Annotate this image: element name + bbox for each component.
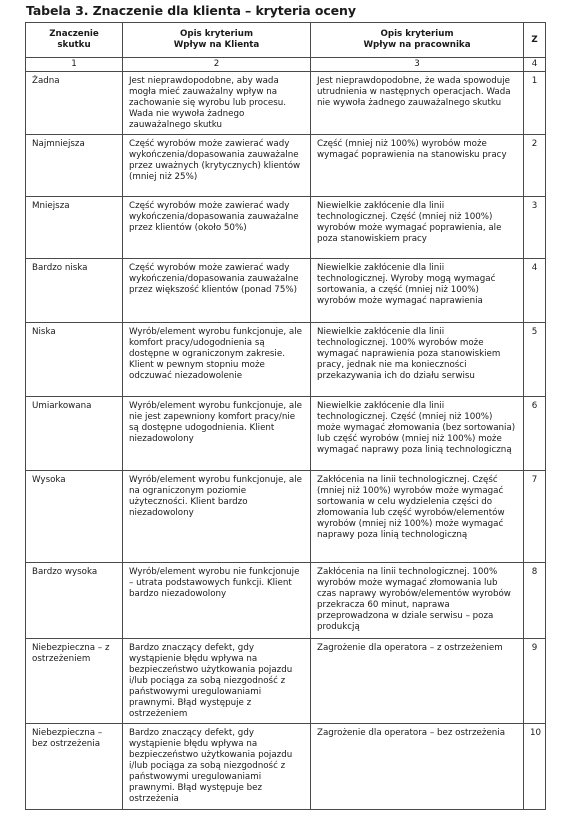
header-row [26, 23, 546, 58]
znaczenie-cell: Bardzo wysoka [26, 563, 123, 639]
table-row [26, 135, 546, 197]
header-znaczenie-line-1: Znaczenie [49, 29, 99, 39]
z-value-cell: 10 [524, 724, 546, 810]
z-value-cell: 9 [524, 639, 546, 724]
header-z-line-1: Z [531, 34, 538, 45]
znaczenie-cell: Niebezpieczna – z ostrzeżeniem [26, 639, 123, 724]
table-row [26, 639, 546, 724]
pracownik-impact-cell: Niewielkie zakłócenie dla linii technologicznej. Część (mniej niż 100%) może wymagać złomowania (bez sortowania) lub część wyrobów (mniej niż 100%) może wymagać naprawy poza linią technologiczną [311, 397, 524, 471]
pracownik-impact-cell: Niewielkie zakłócenie dla linii technologicznej. 100% wyrobów może wymagać naprawienia poza stanowiskiem pracy, jednak nie ma konieczności przekazywania ich do działu serwisu [311, 323, 524, 397]
pracownik-impact-cell: Jest nieprawdopodobne, że wada spowoduje utrudnienia w następnych operacjach. Wada nie wywoła żadnego zauważalnego skutku [311, 72, 524, 135]
pracownik-impact-cell: Niewielkie zakłócenie dla linii technologicznej. Część (mniej niż 100%) wyrobów może wymagać poprawienia, ale poza stanowiskiem pracy [311, 197, 524, 259]
column-number: 2 [123, 58, 311, 72]
header-znaczenie-line-2: skutku [57, 40, 91, 50]
klient-impact-cell: Wyrób/element wyrobu funkcjonuje, ale nie jest zapewniony komfort pracy/nie są dostępne udogodnienia. Klient niezadowolony [123, 397, 311, 471]
znaczenie-cell: Najmniejsza [26, 135, 123, 197]
column-number-row [26, 58, 546, 72]
table-row [26, 323, 546, 397]
pracownik-impact-cell: Zakłócenia na linii technologicznej. 100% wyrobów może wymagać złomowania lub czas naprawy wyrobów/elementów wyrobów przekracza 60 minut, naprawa przeprowadzona w dziale serwisu – poza produkcją [311, 563, 524, 639]
table-row [26, 259, 546, 323]
znaczenie-cell: Mniejsza [26, 197, 123, 259]
klient-impact-cell: Część wyrobów może zawierać wady wykończenia/dopasowania zauważalne przez klientów (około 50%) [123, 197, 311, 259]
klient-impact-cell: Część wyrobów może zawierać wady wykończenia/dopasowania zauważalne przez większość klientów (ponad 75%) [123, 259, 311, 323]
header-pracownik [311, 23, 524, 58]
table-row [26, 724, 546, 810]
z-value-cell: 3 [524, 197, 546, 259]
z-value-cell: 6 [524, 397, 546, 471]
table-row [26, 397, 546, 471]
table-title: Tabela 3. Znaczenie dla klienta – kryteria oceny [26, 3, 356, 18]
column-number: 1 [26, 58, 123, 72]
pracownik-impact-cell: Część (mniej niż 100%) wyrobów może wymagać poprawienia na stanowisku pracy [311, 135, 524, 197]
header-klient-line-2: Wpływ na Klienta [173, 40, 260, 50]
klient-impact-cell: Bardzo znaczący defekt, gdy wystąpienie błędu wpływa na bezpieczeństwo użytkowania pojazdu i/lub pociąga za sobą niezgodność z państwowymi uregulowaniami prawnymi. Błąd występuje z ostrzeżeniem [123, 639, 311, 724]
table-row [26, 471, 546, 563]
klient-impact-cell: Wyrób/element wyrobu nie funkcjonuje – utrata podstawowych funkcji. Klient bardzo niezadowolony [123, 563, 311, 639]
z-value-cell: 8 [524, 563, 546, 639]
klient-impact-cell: Część wyrobów może zawierać wady wykończenia/dopasowania zauważalne przez uważnych (krytycznych) klientów (mniej niż 25%) [123, 135, 311, 197]
header-pracownik-line-1: Opis kryterium [380, 29, 454, 39]
z-value-cell: 4 [524, 259, 546, 323]
z-value-cell: 5 [524, 323, 546, 397]
z-value-cell: 2 [524, 135, 546, 197]
header-z [524, 23, 546, 58]
znaczenie-cell: Wysoka [26, 471, 123, 563]
znaczenie-cell: Niebezpieczna – bez ostrzeżenia [26, 724, 123, 810]
header-klient-line-1: Opis kryterium [179, 29, 254, 39]
header-pracownik-line-2: Wpływ na pracownika [363, 40, 471, 50]
pracownik-impact-cell: Zagrożenie dla operatora – z ostrzeżeniem [311, 639, 524, 724]
column-number: 4 [524, 58, 546, 72]
pracownik-impact-cell: Zagrożenie dla operatora – bez ostrzeżenia [311, 724, 524, 810]
znaczenie-cell: Żadna [26, 72, 123, 135]
criteria-table [25, 22, 546, 810]
table-row [26, 563, 546, 639]
klient-impact-cell: Bardzo znaczący defekt, gdy wystąpienie błędu wpływa na bezpieczeństwo użytkowania pojazdu i/lub pociąga za sobą niezgodność z państwowymi uregulowaniami prawnymi. Błąd występuje bez ostrzeżenia [123, 724, 311, 810]
table-row [26, 197, 546, 259]
table-row [26, 72, 546, 135]
header-znaczenie [26, 23, 123, 58]
z-value-cell: 1 [524, 72, 546, 135]
klient-impact-cell: Jest nieprawdopodobne, aby wada mogła mieć zauważalny wpływ na zachowanie się wyrobu lub procesu. Wada nie wywoła żadnego zauważalnego skutku [123, 72, 311, 135]
klient-impact-cell: Wyrób/element wyrobu funkcjonuje, ale komfort pracy/udogodnienia są dostępne w ograniczonym zakresie. Klient w pewnym stopniu może odczuwać niezadowolenie [123, 323, 311, 397]
klient-impact-cell: Wyrób/element wyrobu funkcjonuje, ale na ograniczonym poziomie użyteczności. Klient bardzo niezadowolony [123, 471, 311, 563]
znaczenie-cell: Umiarkowana [26, 397, 123, 471]
header-klient [123, 23, 311, 58]
z-value-cell: 7 [524, 471, 546, 563]
znaczenie-cell: Niska [26, 323, 123, 397]
pracownik-impact-cell: Zakłócenia na linii technologicznej. Część (mniej niż 100%) wyrobów może wymagać sortowania w celu wydzielenia części do złomowania lub część wyrobów/elementów wyrobów (mniej niż 100%) może wymagać naprawy poza linią technologiczną [311, 471, 524, 563]
znaczenie-cell: Bardzo niska [26, 259, 123, 323]
column-number: 3 [311, 58, 524, 72]
pracownik-impact-cell: Niewielkie zakłócenie dla linii technologicznej. Wyroby mogą wymagać sortowania, a część (mniej niż 100%) wyrobów może wymagać naprawienia [311, 259, 524, 323]
